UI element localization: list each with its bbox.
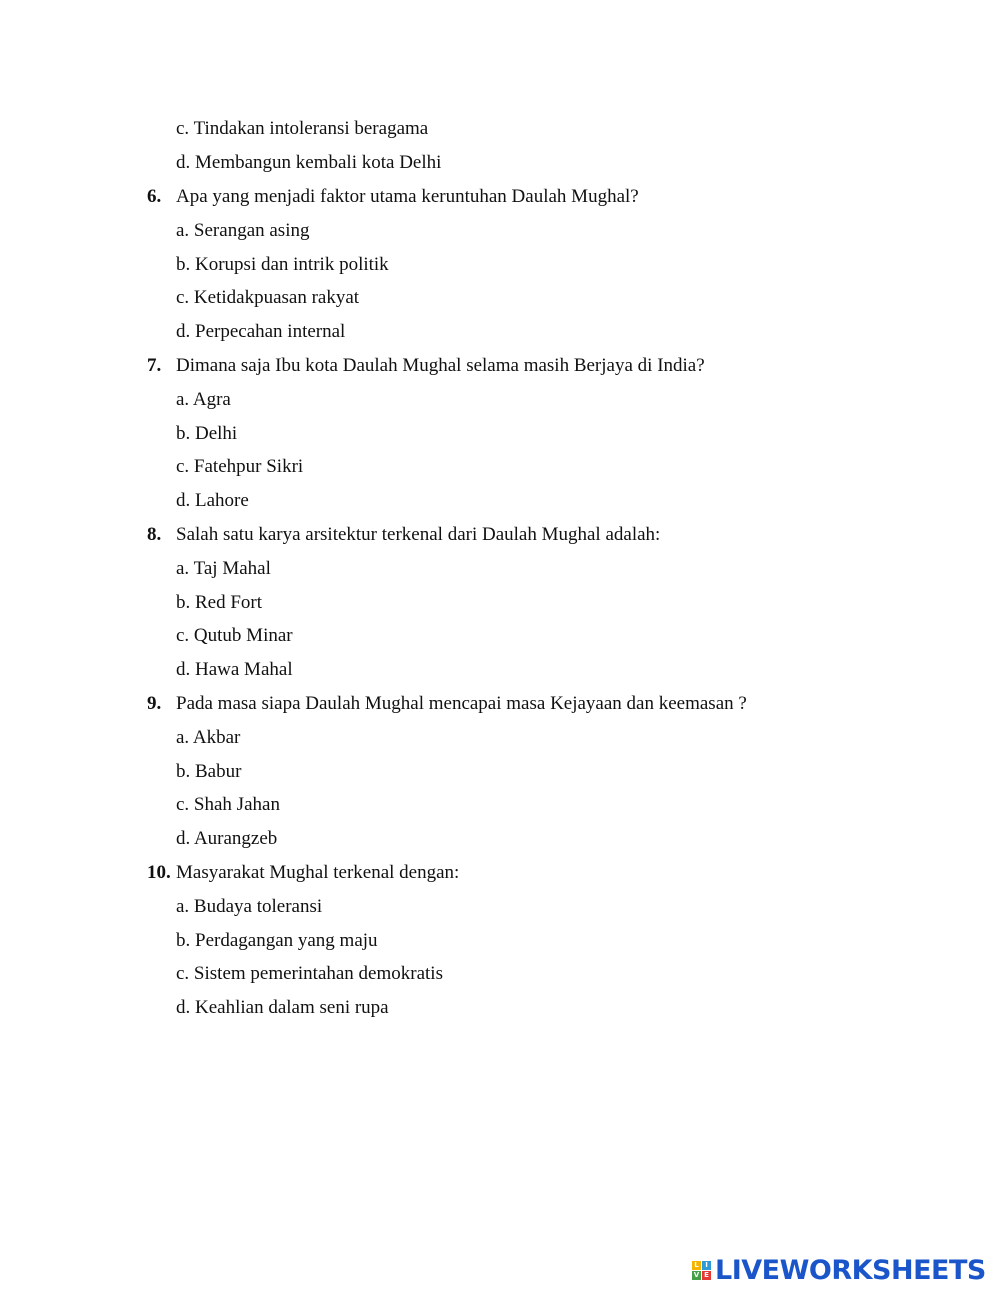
question-text: Salah satu karya arsitektur terkenal dari Daulah Mughal adalah: (176, 524, 661, 545)
question-text: Masyarakat Mughal terkenal dengan: (176, 862, 460, 883)
q10-option-a[interactable]: a. Budaya toleransi (176, 896, 323, 917)
q8-option-a[interactable]: a. Taj Mahal (176, 558, 271, 579)
q7-option-a[interactable]: a. Agra (176, 389, 231, 410)
q8-option-d[interactable]: d. Hawa Mahal (176, 659, 293, 680)
question-number: 7. (147, 355, 162, 376)
liveworksheets-logo-icon (692, 1261, 711, 1280)
q6-option-b[interactable]: b. Korupsi dan intrik politik (176, 254, 389, 275)
question-text: Dimana saja Ibu kota Daulah Mughal selama masih Berjaya di India? (176, 355, 705, 376)
question-number: 8. (147, 524, 162, 545)
logo-text: LIVEWORKSHEETS (715, 1254, 986, 1286)
q9-option-c[interactable]: c. Shah Jahan (176, 794, 280, 815)
liveworksheets-logo (692, 1252, 986, 1288)
logo-mark-tile: V (693, 1270, 700, 1279)
question-number: 6. (147, 186, 162, 207)
q7-option-d[interactable]: d. Lahore (176, 490, 249, 511)
logo-mark-tile: I (702, 1261, 711, 1270)
q5-option-d[interactable]: d. Membangun kembali kota Delhi (176, 152, 442, 173)
logo-mark-tile: E (702, 1271, 711, 1280)
q9-option-a[interactable]: a. Akbar (176, 727, 241, 748)
question-number: 9. (147, 693, 162, 714)
q9-option-b[interactable]: b. Babur (176, 761, 242, 782)
question-text: Apa yang menjadi faktor utama keruntuhan Daulah Mughal? (176, 186, 639, 207)
q6-option-a[interactable]: a. Serangan asing (176, 220, 310, 241)
logo-mark-tile: L (692, 1261, 701, 1270)
q10-option-b[interactable]: b. Perdagangan yang maju (176, 930, 378, 951)
question-number: 10. (147, 862, 171, 883)
q6-option-c[interactable]: c. Ketidakpuasan rakyat (176, 287, 360, 308)
q7-option-c[interactable]: c. Fatehpur Sikri (176, 456, 304, 477)
q8-option-c[interactable]: c. Qutub Minar (176, 625, 293, 646)
question-text: Pada masa siapa Daulah Mughal mencapai masa Kejayaan dan keemasan ? (176, 693, 747, 714)
q8-option-b[interactable]: b. Red Fort (176, 592, 263, 613)
q9-option-d[interactable]: d. Aurangzeb (176, 828, 278, 849)
q10-option-c[interactable]: c. Sistem pemerintahan demokratis (176, 963, 443, 984)
q6-option-d[interactable]: d. Perpecahan internal (176, 321, 346, 342)
q5-option-c[interactable]: c. Tindakan intoleransi beragama (176, 118, 429, 139)
q7-option-b[interactable]: b. Delhi (176, 423, 238, 444)
q10-option-d[interactable]: d. Keahlian dalam seni rupa (176, 997, 389, 1018)
